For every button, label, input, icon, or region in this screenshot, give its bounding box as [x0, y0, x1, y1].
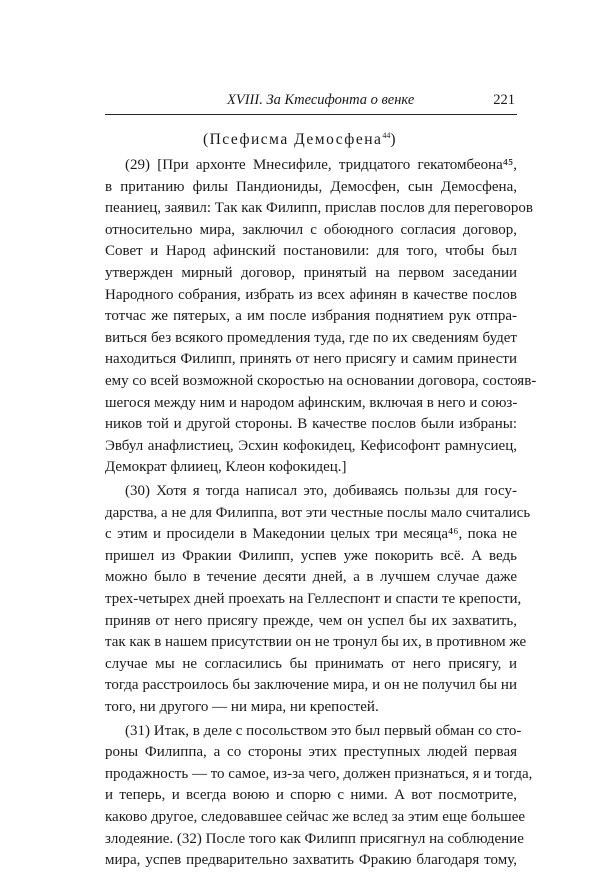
text-line: пришел из Фракии Филипп, успев уже покорить всё. А ведь	[105, 547, 517, 564]
text-line: случае мы не согласились бы принимать от него присягу, и	[105, 655, 517, 672]
text-line: ему со всей возможной скоростью на основании договора, состояв-	[105, 372, 537, 389]
header-rule	[105, 114, 517, 115]
text-line: мира, успев предварительно захватить Фракию благодаря тому,	[105, 852, 517, 869]
text-line: (31) Итак, в деле с посольством это был первый обман со сто-	[125, 722, 522, 739]
text-line: ников той и другой стороны. В качестве послов были избраны:	[105, 416, 517, 433]
subheading-close: )	[390, 131, 398, 149]
text-line: относительно мира, заключил с обоюдного согласия договор,	[105, 221, 517, 238]
text-line: роны Филиппа, а со стороны этих преступных людей первая	[105, 744, 517, 761]
text-line: приняв от него присягу прежде, чем он успел бы их захватить,	[105, 612, 517, 629]
footnote-marker: 44	[382, 131, 391, 140]
text-line: виться без всякого промедления туда, где по их сведениям будет	[105, 329, 517, 346]
running-title: XVIII. За Ктесифонта о венке	[227, 92, 415, 108]
text-line: Народного собрания, избрать из всех афинян в качестве послов	[105, 286, 517, 303]
text-line: пеаниец, заявил: Так как Филипп, прислав послов для переговоров	[105, 200, 533, 217]
paragraph-29	[105, 155, 537, 479]
text-line: злодеяние. (32) После того как Филипп присягнул на соблюдение	[105, 830, 524, 847]
text-line: находиться Филипп, принять от него присягу и самим принести	[105, 351, 517, 368]
text-line: Совет и Народ афинский постановили: для того, чтобы был	[105, 243, 517, 260]
section-subheading	[0, 131, 600, 149]
text-line: тогда расстроилось бы заключение мира, и он не получил бы ни	[105, 677, 517, 694]
text-line: и теперь, и всегда воюю и спорю с ними. А вот посмотрите,	[105, 787, 517, 804]
text-line: Эвбул анафлистиец, Эсхин кофокидец, Кефисофонт рамнусиец,	[105, 437, 517, 454]
paragraph-31	[105, 721, 533, 872]
text-line: продажность — то самое, из-за чего, должен признаться, я и тогда,	[105, 765, 533, 782]
text-line: тотчас же пятерых, а им после избрания поднятием рук отпра-	[105, 308, 517, 325]
text-line: так как в нашем присутствии он не тронул бы их, в противном же	[105, 634, 527, 651]
subheading-text: (Псефисма Демосфена	[202, 131, 383, 149]
text-line: шегося между ним и народом афинским, включая в него и союз-	[105, 394, 518, 411]
running-header	[105, 92, 515, 110]
text-line: трех-четырех дней проехать на Геллеспонт и спасти те крепости,	[105, 590, 522, 607]
text-line: Демократ флииец, Клеон кофокидец.]	[105, 459, 347, 476]
text-line: того, ни другого — ни мира, ни крепостей.	[105, 698, 379, 715]
text-line: каково другое, следовавшее сейчас же вслед за этим еще большее	[105, 808, 526, 825]
paragraph-30	[105, 481, 531, 719]
page-number: 221	[493, 92, 515, 108]
text-line: в пританию филы Пандиониды, Демосфен, сын Демосфена,	[105, 178, 517, 195]
text-line: дарства, а не для Филиппа, вот эти честные послы мало считались	[105, 504, 531, 521]
text-line: можно было в течение десяти дней, а в лучшем случае даже	[105, 569, 517, 586]
text-line: (29) [При архонте Мнесифиле, тридцатого гекатомбеона⁴⁵,	[125, 157, 517, 173]
text-line: с этим и просидели в Македонии целых три месяца⁴⁶, пока не	[105, 526, 517, 543]
text-line: утвержден мирный договор, принятый на первом заседании	[105, 264, 517, 281]
text-line: (30) Хотя я тогда написал это, добиваясь пользы для госу-	[125, 483, 517, 499]
